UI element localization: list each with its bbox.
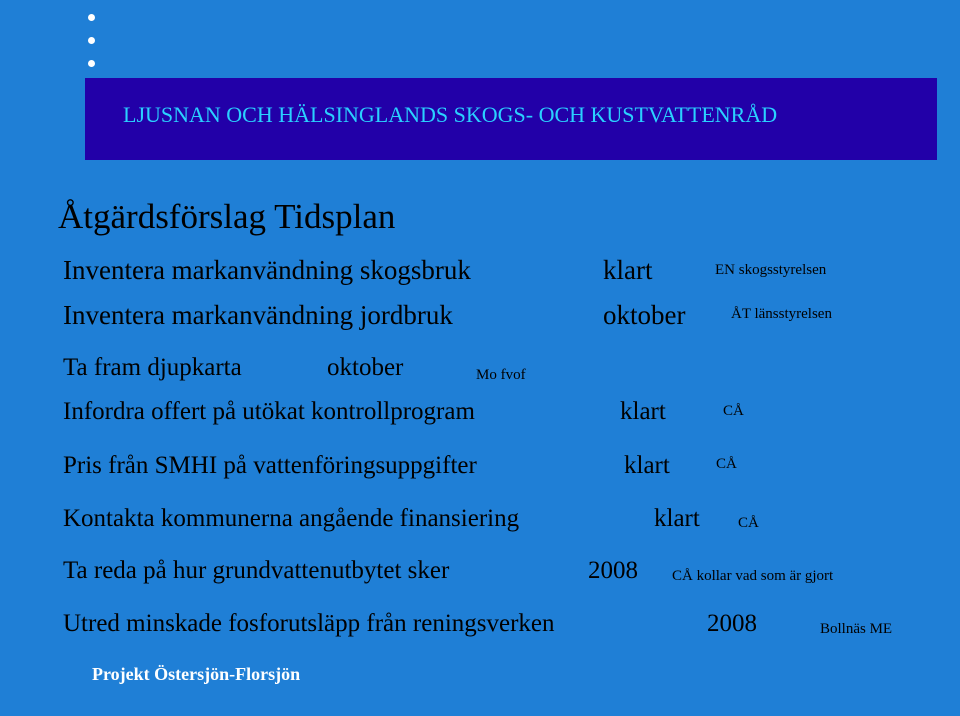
row-1-responsible: EN skogsstyrelsen xyxy=(715,262,827,278)
bullet-dot-2 xyxy=(88,37,95,44)
row-8-time: 2008 xyxy=(707,610,757,637)
row-5-responsible: CÅ xyxy=(716,456,737,472)
slide-heading: Åtgärdsförslag Tidsplan xyxy=(58,197,396,236)
row-4-responsible: CÅ xyxy=(723,403,744,419)
row-3-time: oktober xyxy=(327,354,404,381)
header-title: LJUSNAN OCH HÄLSINGLANDS SKOGS- OCH KUSTVATTENRÅD xyxy=(123,102,778,127)
bullet-dot-3 xyxy=(88,60,95,67)
footer-project-name: Projekt Östersjön-Florsjön xyxy=(92,664,301,684)
row-3-task: Ta fram djupkarta xyxy=(63,354,242,381)
row-6-task: Kontakta kommunerna angående finansiering xyxy=(63,505,520,532)
row-2-time: oktober xyxy=(603,300,686,330)
row-4-task: Infordra offert på utökat kontrollprogram xyxy=(63,398,475,425)
row-3-responsible: Mo fvof xyxy=(476,367,526,383)
row-2-task: Inventera markanvändning jordbruk xyxy=(63,300,453,330)
row-1-task: Inventera markanvändning skogsbruk xyxy=(63,255,471,285)
row-2-responsible: ÅT länsstyrelsen xyxy=(731,306,832,322)
row-4-time: klart xyxy=(620,398,666,425)
row-7-task: Ta reda på hur grundvattenutbytet sker xyxy=(63,557,450,584)
row-5-task: Pris från SMHI på vattenföringsuppgifter xyxy=(63,452,477,479)
row-7-time: 2008 xyxy=(588,557,638,584)
row-5-time: klart xyxy=(624,452,670,479)
header-banner xyxy=(85,78,937,160)
row-8-responsible: Bollnäs ME xyxy=(820,621,893,637)
row-6-responsible: CÅ xyxy=(738,515,759,531)
row-6-time: klart xyxy=(654,505,700,532)
bullet-dot-1 xyxy=(88,14,95,21)
row-7-responsible: CÅ kollar vad som är gjort xyxy=(672,568,834,584)
row-8-task: Utred minskade fosforutsläpp från reningsverken xyxy=(63,610,555,637)
row-1-time: klart xyxy=(603,255,653,285)
